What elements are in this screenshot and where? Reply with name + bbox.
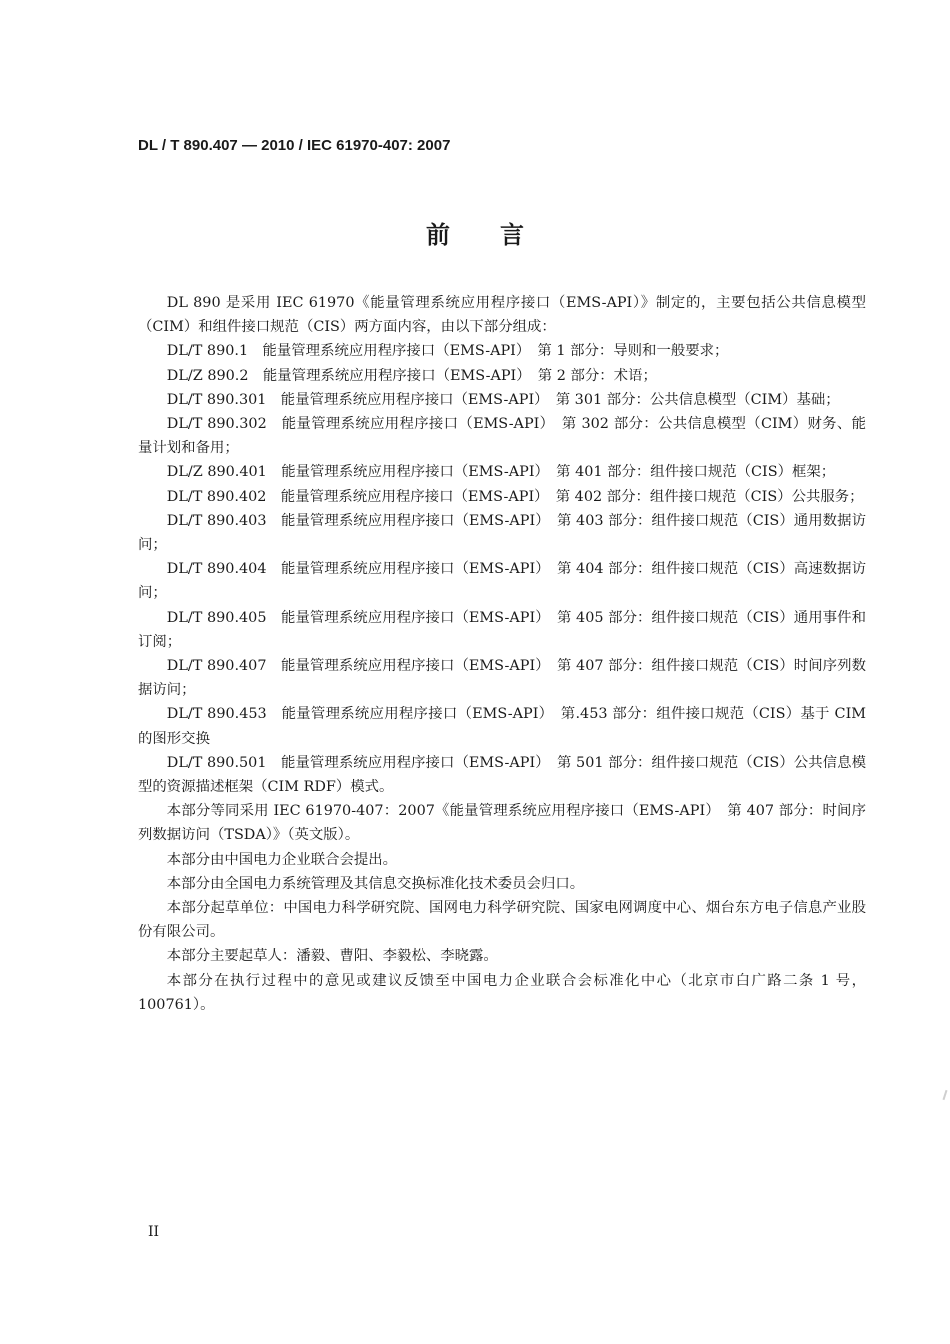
standard-number-header: DL / T 890.407 — 2010 / IEC 61970-407: 2007 xyxy=(138,137,451,154)
paragraph-adoption: 本部分等同采用 IEC 61970-407：2007《能量管理系统应用程序接口（EMS-API） 第 407 部分：时间序列数据访问（TSDA）》（英文版）。 xyxy=(138,803,866,844)
paragraph-part-401: DL/Z 890.401 能量管理系统应用程序接口（EMS-API） 第 401 部分：组件接口规范（CIS）框架； xyxy=(166,464,836,481)
paragraph-proposed-by: 本部分由中国电力企业联合会提出。 xyxy=(166,851,398,868)
page-number: II xyxy=(148,1224,160,1240)
paragraph-part-453: DL/T 890.453 能量管理系统应用程序接口（EMS-API） 第.453 部分：组件接口规范（CIS）基于 CIM 的图形交换 xyxy=(138,706,866,747)
paragraph-part-302: DL/T 890.302 能量管理系统应用程序接口（EMS-API） 第 302 部分：公共信息模型（CIM）财务、能量计划和备用； xyxy=(138,416,866,457)
paragraph-part-501: DL/T 890.501 能量管理系统应用程序接口（EMS-API） 第 501 部分：组件接口规范（CIS）公共信息模型的资源描述框架（CIM RDF）模式。 xyxy=(138,754,866,796)
paragraph-part-403: DL/T 890.403 能量管理系统应用程序接口（EMS-API） 第 403 部分：组件接口规范（CIS）通用数据访问； xyxy=(138,512,866,554)
paragraph-part-1: DL/T 890.1 能量管理系统应用程序接口（EMS-API） 第 1 部分：导则和一般要求； xyxy=(166,343,729,360)
paragraph-drafting-units: 本部分起草单位：中国电力科学研究院、国网电力科学研究院、国家电网调度中心、烟台东方电子信息产业股份有限公司。 xyxy=(138,900,866,941)
page-title: 前言 xyxy=(426,221,574,249)
paragraph-part-405: DL/T 890.405 能量管理系统应用程序接口（EMS-API） 第 405 部分：组件接口规范（CIS）通用事件和订阅； xyxy=(138,609,866,650)
paragraph-managed-by: 本部分由全国电力系统管理及其信息交换标准化技术委员会归口。 xyxy=(166,875,585,892)
paragraph-part-301: DL/T 890.301 能量管理系统应用程序接口（EMS-API） 第 301 部分：公共信息模型（CIM）基础； xyxy=(166,391,840,408)
paragraph-feedback: 本部分在执行过程中的意见或建议反馈至中国电力企业联合会标准化中心（北京市白广路二条 1 号，100761）。 xyxy=(138,972,866,1013)
scan-edge-mark xyxy=(943,1090,948,1100)
foreword-body xyxy=(138,291,866,1017)
paragraph-drafters: 本部分主要起草人：潘毅、曹阳、李毅松、李晓露。 xyxy=(166,948,498,965)
paragraph-part-402: DL/T 890.402 能量管理系统应用程序接口（EMS-API） 第 402 部分：组件接口规范（CIS）公共服务； xyxy=(166,488,864,505)
paragraph-part-2: DL/Z 890.2 能量管理系统应用程序接口（EMS-API） 第 2 部分：术语； xyxy=(166,367,657,384)
paragraph-part-404: DL/T 890.404 能量管理系统应用程序接口（EMS-API） 第 404 部分：组件接口规范（CIS）高速数据访问； xyxy=(138,561,866,602)
paragraph-intro: DL 890 是采用 IEC 61970《能量管理系统应用程序接口（EMS-API）》制定的，主要包括公共信息模型（CIM）和组件接口规范（CIS）两方面内容，由以下部分组成： xyxy=(138,295,866,336)
paragraph-part-407: DL/T 890.407 能量管理系统应用程序接口（EMS-API） 第 407 部分：组件接口规范（CIS）时间序列数据访问； xyxy=(138,658,866,699)
